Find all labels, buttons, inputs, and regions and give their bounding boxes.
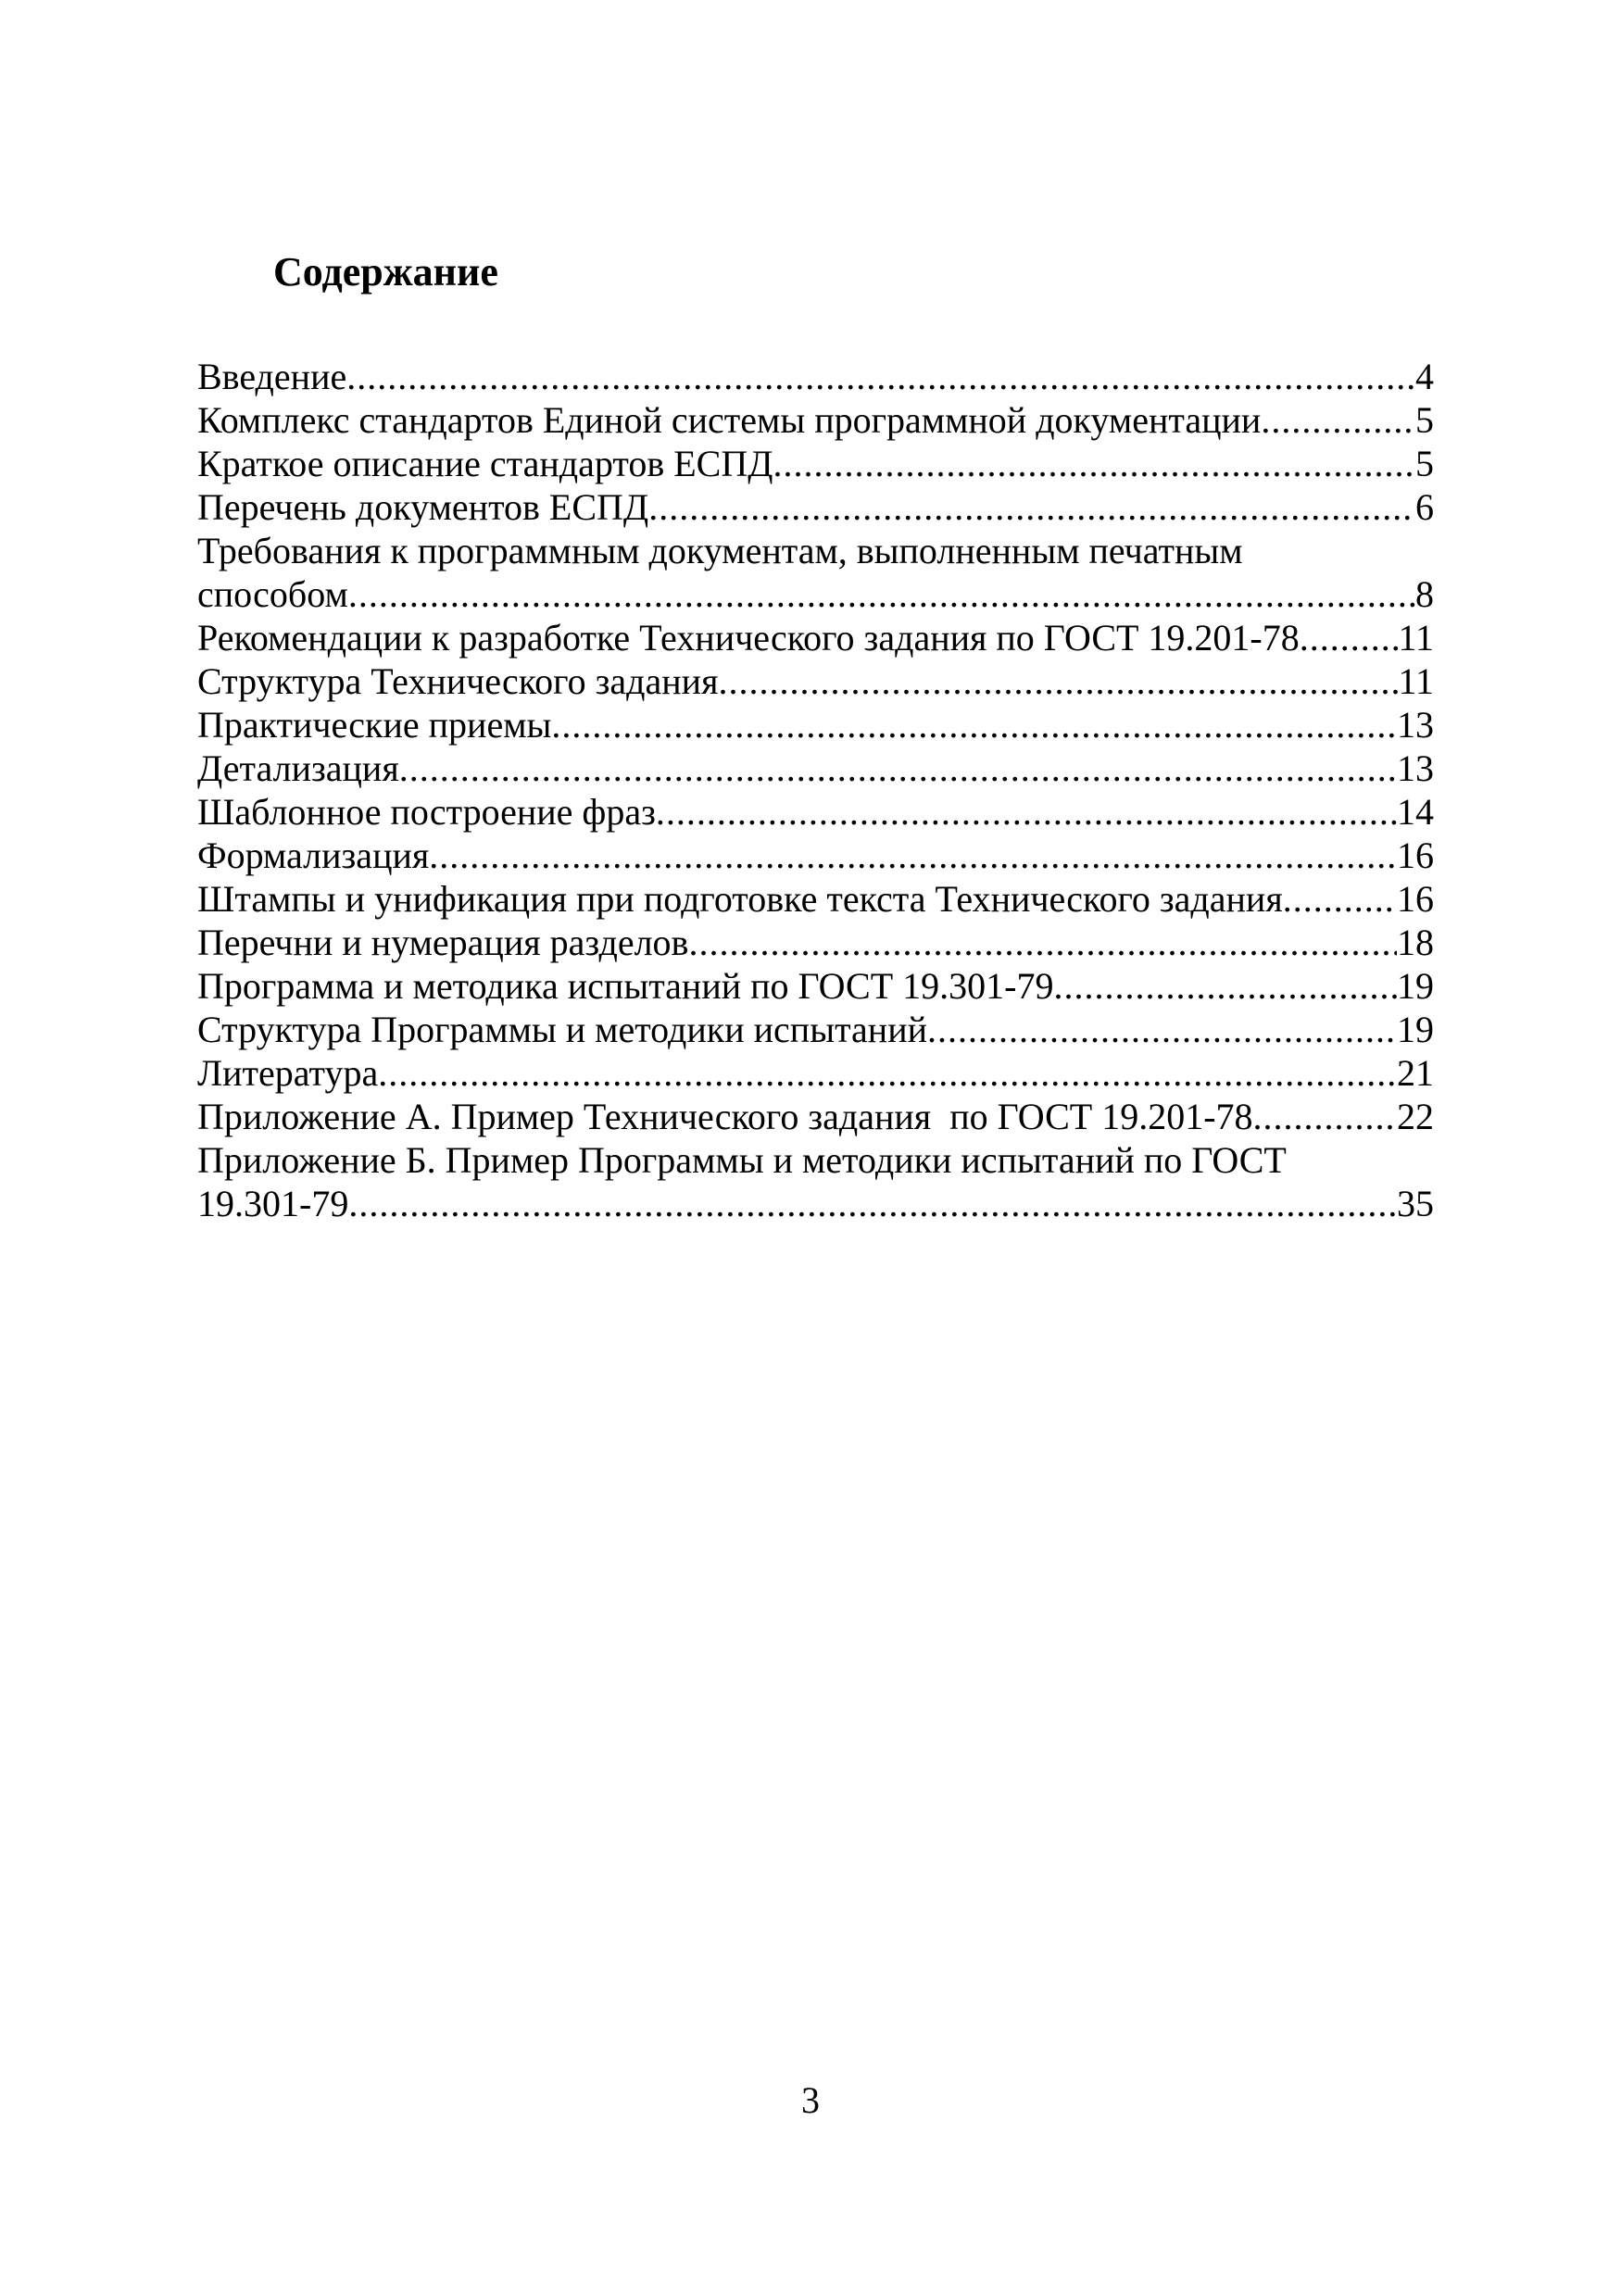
toc-entry-text: Приложение А. Пример Технического задания по ГОСТ 19.201-78 — [197, 1096, 1253, 1137]
toc-dot-leader — [429, 834, 1397, 877]
toc-entry-text: способом — [197, 573, 348, 615]
toc-entry-page: 16 — [1397, 834, 1434, 876]
toc-entry-page: 16 — [1397, 878, 1434, 920]
toc-entry-text-first-line: Требования к программным документам, выполненным печатным — [197, 530, 1243, 571]
toc-entry-introduction[interactable] — [197, 355, 1434, 398]
toc-entry-text-first-line: Приложение Б. Пример Программы и методики испытаний по ГОСТ — [197, 1139, 1287, 1181]
toc-dot-leader — [378, 1051, 1397, 1095]
toc-line — [197, 1051, 1434, 1095]
toc-line — [197, 877, 1434, 921]
toc-entry-standards-summary[interactable] — [197, 442, 1434, 485]
toc-entry-page: 4 — [1415, 356, 1434, 397]
toc-line — [197, 1095, 1434, 1138]
toc-entry-appendix-b[interactable] — [197, 1138, 1434, 1225]
toc-dot-leader — [1261, 398, 1415, 442]
toc-entry-practical-methods[interactable] — [197, 703, 1434, 747]
toc-entry-page: 6 — [1415, 486, 1434, 528]
toc-title: Содержание — [273, 249, 498, 295]
toc-entry-text: Литература — [197, 1052, 379, 1094]
toc-line — [197, 964, 1434, 1008]
toc-entry-page: 14 — [1397, 791, 1434, 833]
toc-entry-page: 5 — [1415, 399, 1434, 441]
toc-entry-literature[interactable] — [197, 1051, 1434, 1095]
toc-entry-text: Введение — [197, 356, 347, 397]
toc-entry-formalization[interactable] — [197, 834, 1434, 877]
toc-line — [197, 659, 1434, 703]
toc-entry-printed-requirements[interactable] — [197, 529, 1434, 616]
toc-line-first — [197, 1138, 1434, 1182]
toc-line — [197, 921, 1434, 964]
toc-entry-text: Шаблонное построение фраз — [197, 791, 656, 833]
toc-entry-phrase-templates[interactable] — [197, 790, 1434, 834]
toc-line — [197, 398, 1434, 442]
toc-entry-section-numbering[interactable] — [197, 921, 1434, 964]
toc-entry-text: Практические приемы — [197, 704, 552, 746]
page-number: 3 — [801, 2079, 820, 2121]
toc-entry-text: Детализация — [197, 747, 399, 789]
toc-entry-tz-structure[interactable] — [197, 659, 1434, 703]
toc-entry-page: 13 — [1397, 704, 1434, 746]
toc-entry-page: 19 — [1397, 965, 1434, 1007]
toc-dot-leader — [346, 355, 1415, 398]
toc-entry-test-program[interactable] — [197, 964, 1434, 1008]
toc-dot-leader — [348, 572, 1415, 616]
toc-line-first — [197, 529, 1434, 572]
toc-entry-text: Рекомендации к разработке Технического задания по ГОСТ 19.201-78 — [197, 617, 1300, 659]
toc-entry-page: 35 — [1397, 1183, 1434, 1224]
toc-dot-leader — [399, 747, 1397, 790]
toc-entry-page: 5 — [1415, 443, 1434, 484]
toc-entry-test-program-structure[interactable] — [197, 1008, 1434, 1051]
toc-line — [197, 703, 1434, 747]
toc-entry-text: Формализация — [197, 834, 430, 876]
toc-dot-leader — [1054, 964, 1398, 1008]
toc-entry-page: 21 — [1397, 1052, 1434, 1094]
toc-dot-leader — [1300, 616, 1399, 659]
toc-dot-leader — [551, 703, 1397, 747]
toc-entry-standards-complex[interactable] — [197, 398, 1434, 442]
toc-entry-text: Комплекс стандартов Единой системы программной документации — [197, 399, 1262, 441]
toc-entry-text: Штампы и унификация при подготовке текста Технического задания — [197, 878, 1283, 920]
toc-dot-leader — [348, 1182, 1397, 1225]
toc-entry-page: 8 — [1415, 573, 1434, 615]
toc-dot-leader — [1253, 1095, 1397, 1138]
toc-entry-page: 19 — [1397, 1009, 1434, 1050]
toc-list — [197, 355, 1434, 1225]
toc-entry-detailing[interactable] — [197, 747, 1434, 790]
toc-dot-leader — [1283, 877, 1397, 921]
toc-line — [197, 1182, 1434, 1225]
toc-entry-text: Программа и методика испытаний по ГОСТ 19.301-79 — [197, 965, 1054, 1007]
toc-line — [197, 616, 1434, 659]
toc-entry-text: Структура Программы и методики испытаний — [197, 1009, 928, 1050]
toc-entry-text: Структура Технического задания — [197, 660, 719, 702]
toc-entry-text: Перечень документов ЕСПД — [197, 486, 649, 528]
toc-dot-leader — [718, 659, 1398, 703]
toc-entry-page: 11 — [1398, 617, 1434, 659]
toc-dot-leader — [648, 485, 1415, 529]
toc-entry-text: 19.301-79 — [197, 1183, 349, 1224]
toc-line — [197, 834, 1434, 877]
toc-line — [197, 442, 1434, 485]
toc-entry-page: 11 — [1398, 660, 1434, 702]
toc-entry-text: Краткое описание стандартов ЕСПД — [197, 443, 773, 484]
toc-dot-leader — [927, 1008, 1397, 1051]
toc-entry-documents-list[interactable] — [197, 485, 1434, 529]
toc-line — [197, 485, 1434, 529]
toc-dot-leader — [656, 790, 1397, 834]
toc-line — [197, 790, 1434, 834]
toc-dot-leader — [773, 442, 1415, 485]
toc-line — [197, 747, 1434, 790]
toc-entry-appendix-a[interactable] — [197, 1095, 1434, 1138]
toc-entry-text: Перечни и нумерация разделов — [197, 922, 689, 963]
toc-dot-leader — [688, 921, 1397, 964]
toc-entry-page: 18 — [1397, 922, 1434, 963]
toc-line — [197, 572, 1434, 616]
toc-entry-page: 13 — [1397, 747, 1434, 789]
toc-entry-stamps-unification[interactable] — [197, 877, 1434, 921]
toc-entry-tz-recommendations[interactable] — [197, 616, 1434, 659]
toc-line — [197, 355, 1434, 398]
toc-line — [197, 1008, 1434, 1051]
toc-entry-page: 22 — [1397, 1096, 1434, 1137]
